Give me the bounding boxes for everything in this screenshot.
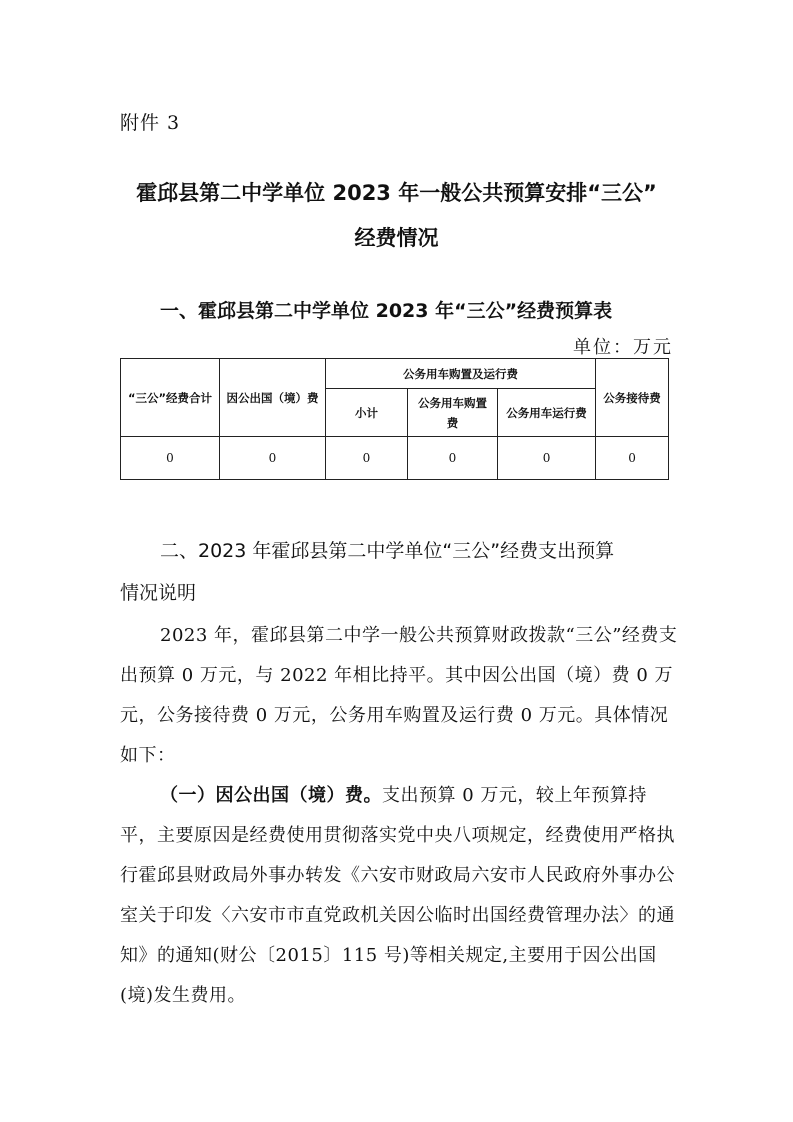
section-2-heading-line-1: 二、2023 年霍邱县第二中学单位“三公”经费支出预算 (160, 540, 615, 562)
unit-label: 单位：万元 (573, 337, 673, 358)
document-title-line-2: 经费情况 (354, 226, 439, 250)
budget-table (120, 358, 669, 480)
paragraph-overseas-text: 支出预算 0 万元，较上年预算持平，主要原因是经费使用贯彻落实党中央八项规定，经费使用严格执行霍邱县财政局外事办转发《六安市财政局六安市人民政府外事办公室关于印发〈六安市市直党政机关因公临时出国经费管理办法〉的通知》的通知(财公〔2015〕115 号)等相关规定,主要用于因公出国(境)发生费用。 (120, 785, 675, 1006)
paragraph-overseas-heading: （一）因公出国（境）费。 (160, 785, 382, 806)
header-vehicle-purchase: 公务用车购置费 (408, 389, 498, 437)
value-vehicle-purchase: 0 (408, 437, 498, 480)
table-row (121, 437, 669, 480)
value-total: 0 (121, 437, 220, 480)
value-subtotal: 0 (326, 437, 408, 480)
value-reception: 0 (596, 437, 669, 480)
header-vehicle-operation: 公务用车运行费 (498, 389, 596, 437)
document-title-line-1: 霍邱县第二中学单位 2023 年一般公共预算安排“三公” (136, 181, 657, 205)
section-2-heading (120, 530, 680, 614)
header-overseas-expense: 因公出国（境）费 (220, 359, 326, 437)
value-vehicle-operation: 0 (498, 437, 596, 480)
section-2-heading-line-2: 情况说明 (120, 582, 197, 604)
attachment-label: 附件 3 (120, 112, 181, 134)
paragraph-summary: 2023 年，霍邱县第二中学一般公共预算财政拨款“三公”经费支出预算 0 万元，与 2022 年相比持平。其中因公出国（境）费 0 万元，公务接待费 0 万元，公务用车购置及运行费 0 万元。具体情况如下： (120, 625, 678, 766)
header-vehicle-group: 公务用车购置及运行费 (326, 359, 596, 389)
section-1-heading: 一、霍邱县第二中学单位 2023 年“三公”经费预算表 (160, 300, 613, 322)
paragraph-overseas (120, 776, 680, 1016)
header-subtotal: 小计 (326, 389, 408, 437)
value-overseas: 0 (220, 437, 326, 480)
section-2-body (120, 616, 680, 1016)
header-reception-expense: 公务接待费 (596, 359, 669, 437)
header-three-public-total: “三公”经费合计 (121, 359, 220, 437)
